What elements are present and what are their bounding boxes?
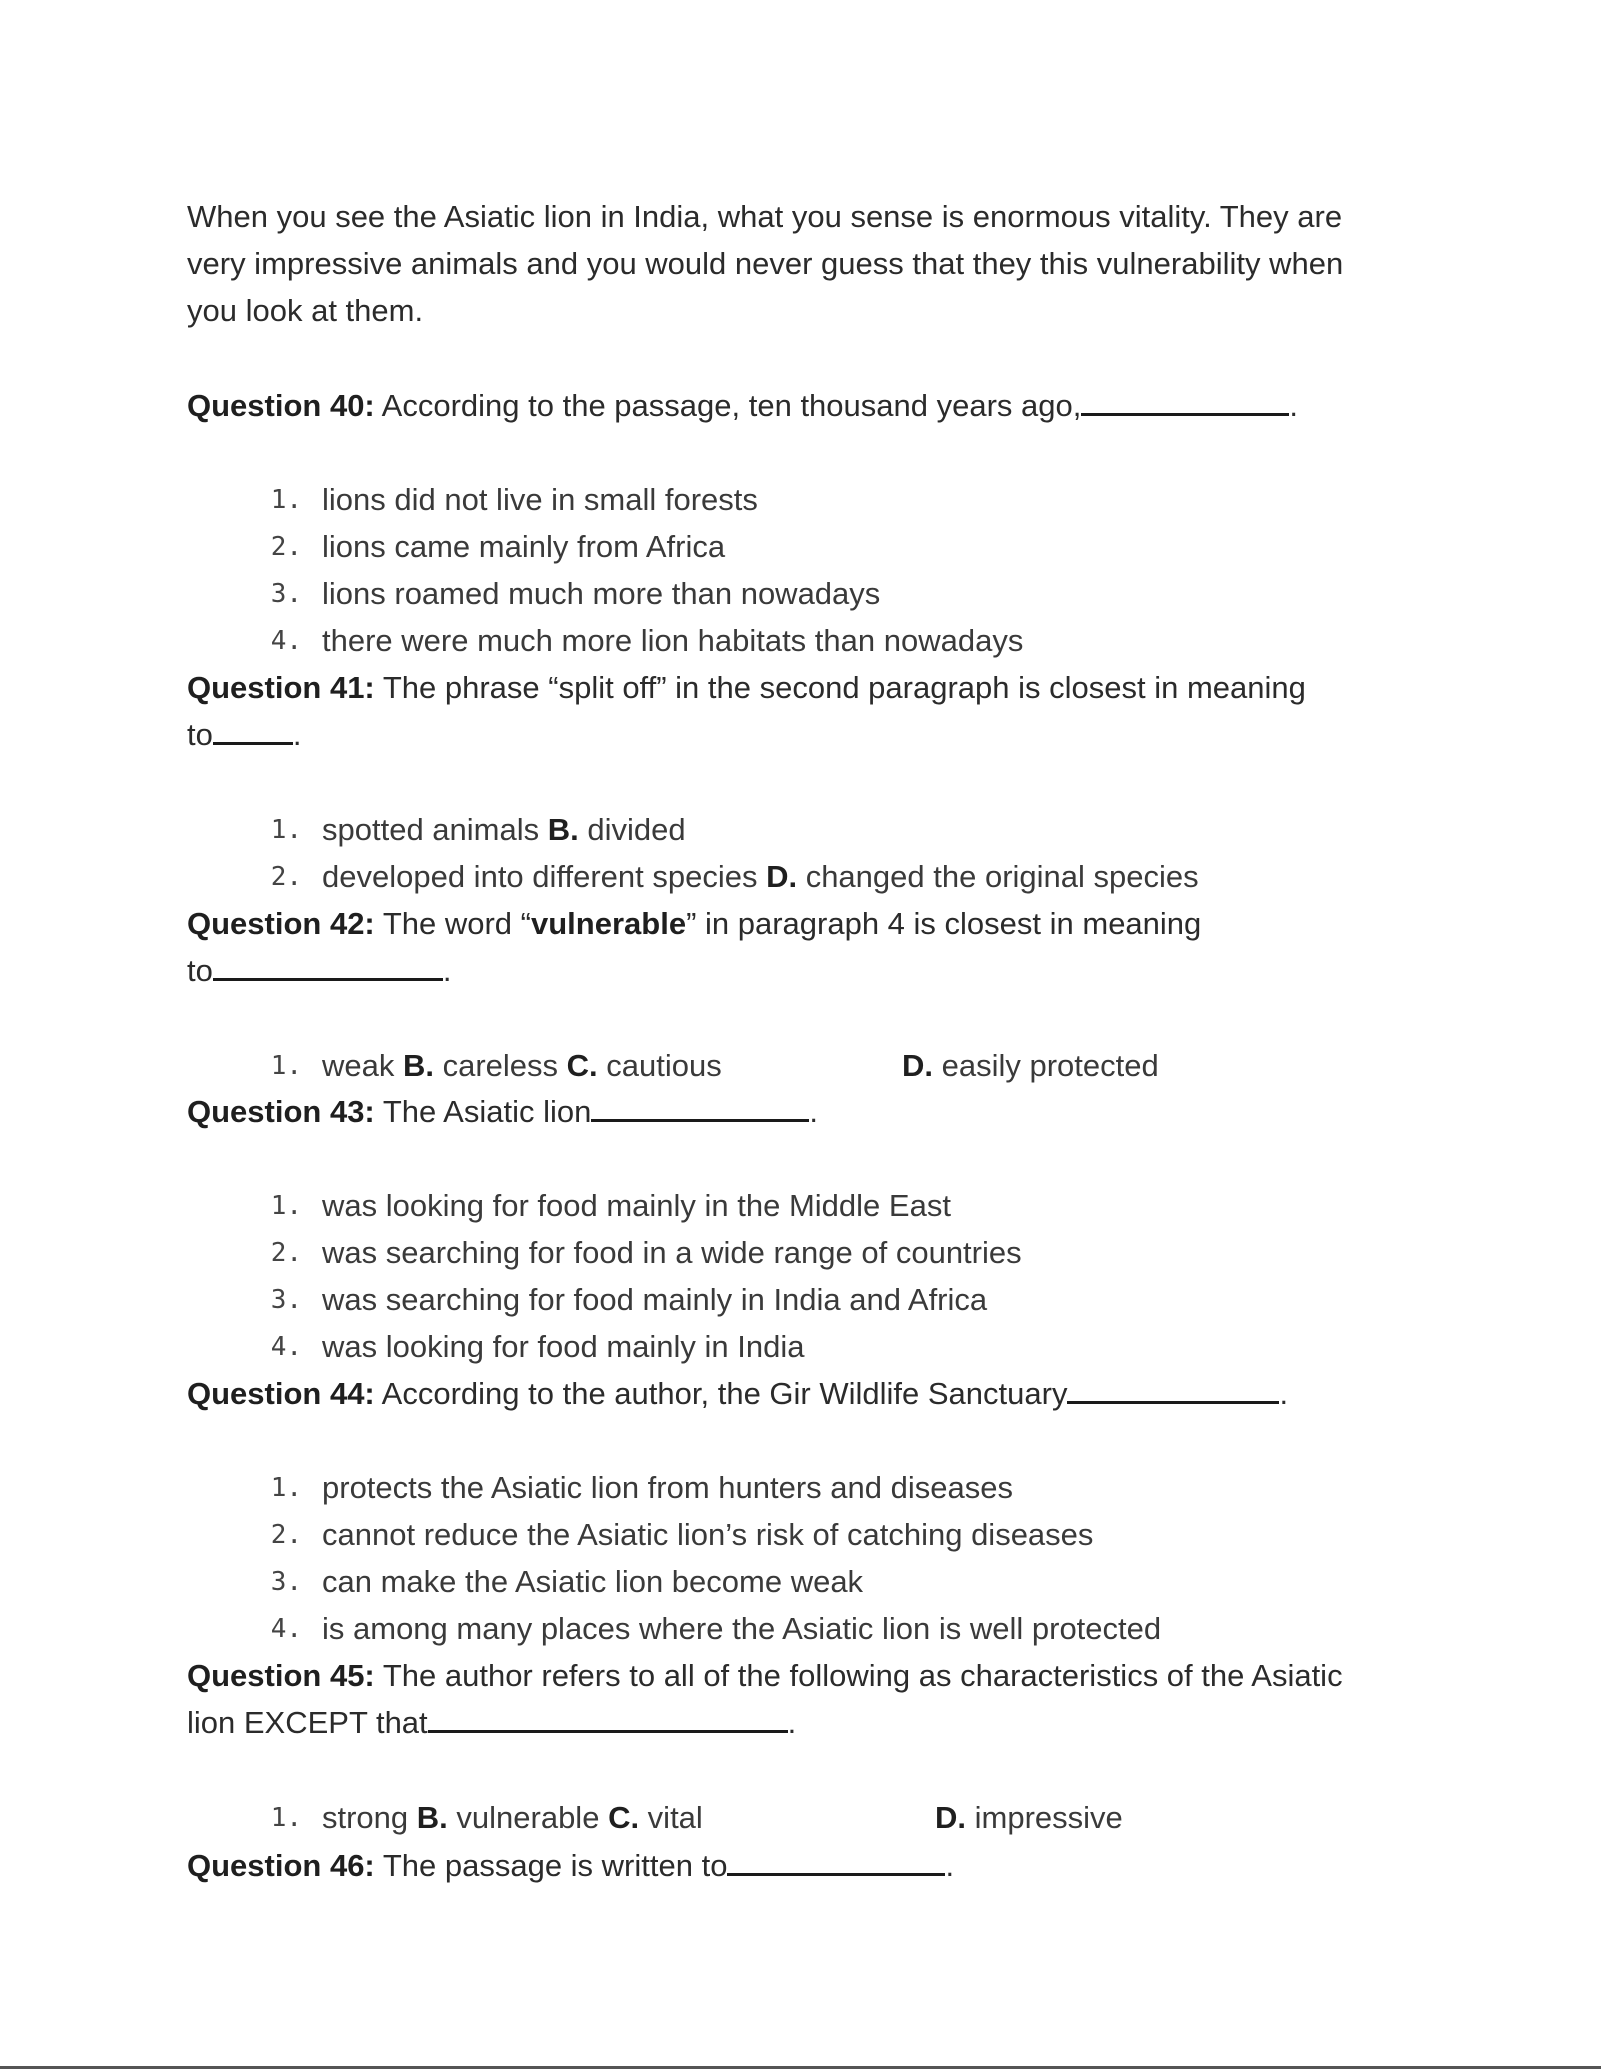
option-number: 3. <box>270 1285 302 1315</box>
question-text: The phrase “split off” in the second paragraph is closest in meaning <box>382 670 1306 705</box>
q44-option-3: can make the Asiatic lion become weak <box>322 1564 864 1599</box>
question-text-cont: to <box>187 717 213 752</box>
question-label: Question 40: <box>187 388 375 423</box>
q42-option-d <box>902 1046 1159 1086</box>
question-text-cont: lion EXCEPT that <box>187 1705 428 1740</box>
q40-option-1: lions did not live in small forests <box>322 482 758 517</box>
option-number: 2. <box>270 1520 302 1550</box>
option-number: 1. <box>270 1473 302 1503</box>
question-text: The Asiatic lion <box>382 1094 592 1129</box>
question-41 <box>187 668 1306 708</box>
q43-option-1: was looking for food mainly in the Middle East <box>322 1188 951 1223</box>
question-42-cont <box>187 951 451 991</box>
q45-option-d <box>935 1798 1123 1838</box>
option-number: 1. <box>270 1803 302 1833</box>
option-number: 3. <box>270 1567 302 1597</box>
option-number: 2. <box>270 862 302 892</box>
q41-option-1 <box>322 810 686 850</box>
q44-option-4: is among many places where the Asiatic lion is well protected <box>322 1611 1162 1646</box>
option-letter: C. <box>608 1800 640 1835</box>
answer-blank[interactable] <box>428 1706 788 1733</box>
option-number: 2. <box>270 532 302 562</box>
option-text: vulnerable <box>447 1800 609 1835</box>
option-number: 4. <box>270 1332 302 1362</box>
option-number: 1. <box>270 815 302 845</box>
intro-line-2: very impressive animals and you would never guess that they this vulnerability when <box>187 246 1344 281</box>
answer-blank[interactable] <box>591 1095 809 1122</box>
option-text: spotted animals <box>322 812 548 847</box>
option-text: developed into different species <box>322 859 767 894</box>
option-text: cautious <box>597 1048 722 1083</box>
q43-option-3: was searching for food mainly in India and Africa <box>322 1282 988 1317</box>
option-number: 1. <box>270 1051 302 1081</box>
question-45 <box>187 1656 1343 1696</box>
question-42 <box>187 904 1201 944</box>
question-keyword: vulnerable <box>531 906 687 941</box>
option-number: 3. <box>270 579 302 609</box>
answer-blank[interactable] <box>213 718 293 745</box>
q41-option-2 <box>322 857 1199 897</box>
q43-option-4: was looking for food mainly in India <box>322 1329 805 1364</box>
question-end: . <box>292 717 302 752</box>
answer-blank[interactable] <box>727 1849 945 1876</box>
intro-line-1: When you see the Asiatic lion in India, what you sense is enormous vitality. They are <box>187 199 1343 234</box>
question-end: . <box>945 1848 955 1883</box>
question-text: ” in paragraph 4 is closest in meaning <box>686 906 1202 941</box>
question-label: Question 46: <box>187 1848 375 1883</box>
question-46 <box>187 1846 954 1886</box>
question-label: Question 44: <box>187 1376 375 1411</box>
q40-option-4: there were much more lion habitats than nowadays <box>322 623 1024 658</box>
question-text: The passage is written to <box>382 1848 728 1883</box>
q43-option-2: was searching for food in a wide range of countries <box>322 1235 1022 1270</box>
option-text: easily protected <box>933 1048 1159 1083</box>
q44-option-1: protects the Asiatic lion from hunters and diseases <box>322 1470 1013 1505</box>
option-number: 1. <box>270 1191 302 1221</box>
option-text: careless <box>433 1048 567 1083</box>
option-text: impressive <box>966 1800 1123 1835</box>
option-letter: B. <box>547 812 579 847</box>
question-end: . <box>1289 388 1298 423</box>
option-text: weak <box>322 1048 403 1083</box>
option-number: 4. <box>270 1614 302 1644</box>
option-number: 1. <box>270 485 302 515</box>
question-end: . <box>442 953 452 988</box>
option-letter: D. <box>902 1048 933 1083</box>
option-text: changed the original species <box>797 859 1199 894</box>
answer-blank[interactable] <box>1067 1377 1279 1404</box>
answer-blank[interactable] <box>213 954 443 981</box>
option-text: vital <box>639 1800 703 1835</box>
question-text: According to the passage, ten thousand years ago, <box>381 388 1082 423</box>
question-end: . <box>809 1094 818 1129</box>
q42-option-1 <box>322 1046 722 1086</box>
option-number: 4. <box>270 626 302 656</box>
question-label: Question 43: <box>187 1094 375 1129</box>
q40-option-3: lions roamed much more than nowadays <box>322 576 881 611</box>
question-text: According to the author, the Gir Wildlife Sanctuary <box>381 1376 1068 1411</box>
question-text: The word “ <box>382 906 531 941</box>
question-45-cont <box>187 1703 796 1743</box>
option-text: divided <box>578 812 686 847</box>
question-41-cont <box>187 715 301 755</box>
option-letter: B. <box>416 1800 448 1835</box>
question-label: Question 41: <box>187 670 375 705</box>
intro-line-3: you look at them. <box>187 293 424 328</box>
page-bottom-divider <box>0 2066 1601 2069</box>
question-43 <box>187 1092 818 1132</box>
option-letter: B. <box>402 1048 434 1083</box>
question-label: Question 42: <box>187 906 375 941</box>
answer-blank[interactable] <box>1081 389 1289 416</box>
q44-option-2: cannot reduce the Asiatic lion’s risk of catching diseases <box>322 1517 1094 1552</box>
question-label: Question 45: <box>187 1658 375 1693</box>
question-end: . <box>787 1705 797 1740</box>
option-letter: D. <box>935 1800 966 1835</box>
question-44 <box>187 1374 1288 1414</box>
q40-option-2: lions came mainly from Africa <box>322 529 726 564</box>
q45-option-1 <box>322 1798 703 1838</box>
option-letter: D. <box>766 859 798 894</box>
option-text: strong <box>322 1800 417 1835</box>
option-letter: C. <box>566 1048 598 1083</box>
question-text: The author refers to all of the following as characteristics of the Asiatic <box>382 1658 1343 1693</box>
option-number: 2. <box>270 1238 302 1268</box>
question-40 <box>187 386 1298 426</box>
question-end: . <box>1279 1376 1289 1411</box>
question-text-cont: to <box>187 953 213 988</box>
